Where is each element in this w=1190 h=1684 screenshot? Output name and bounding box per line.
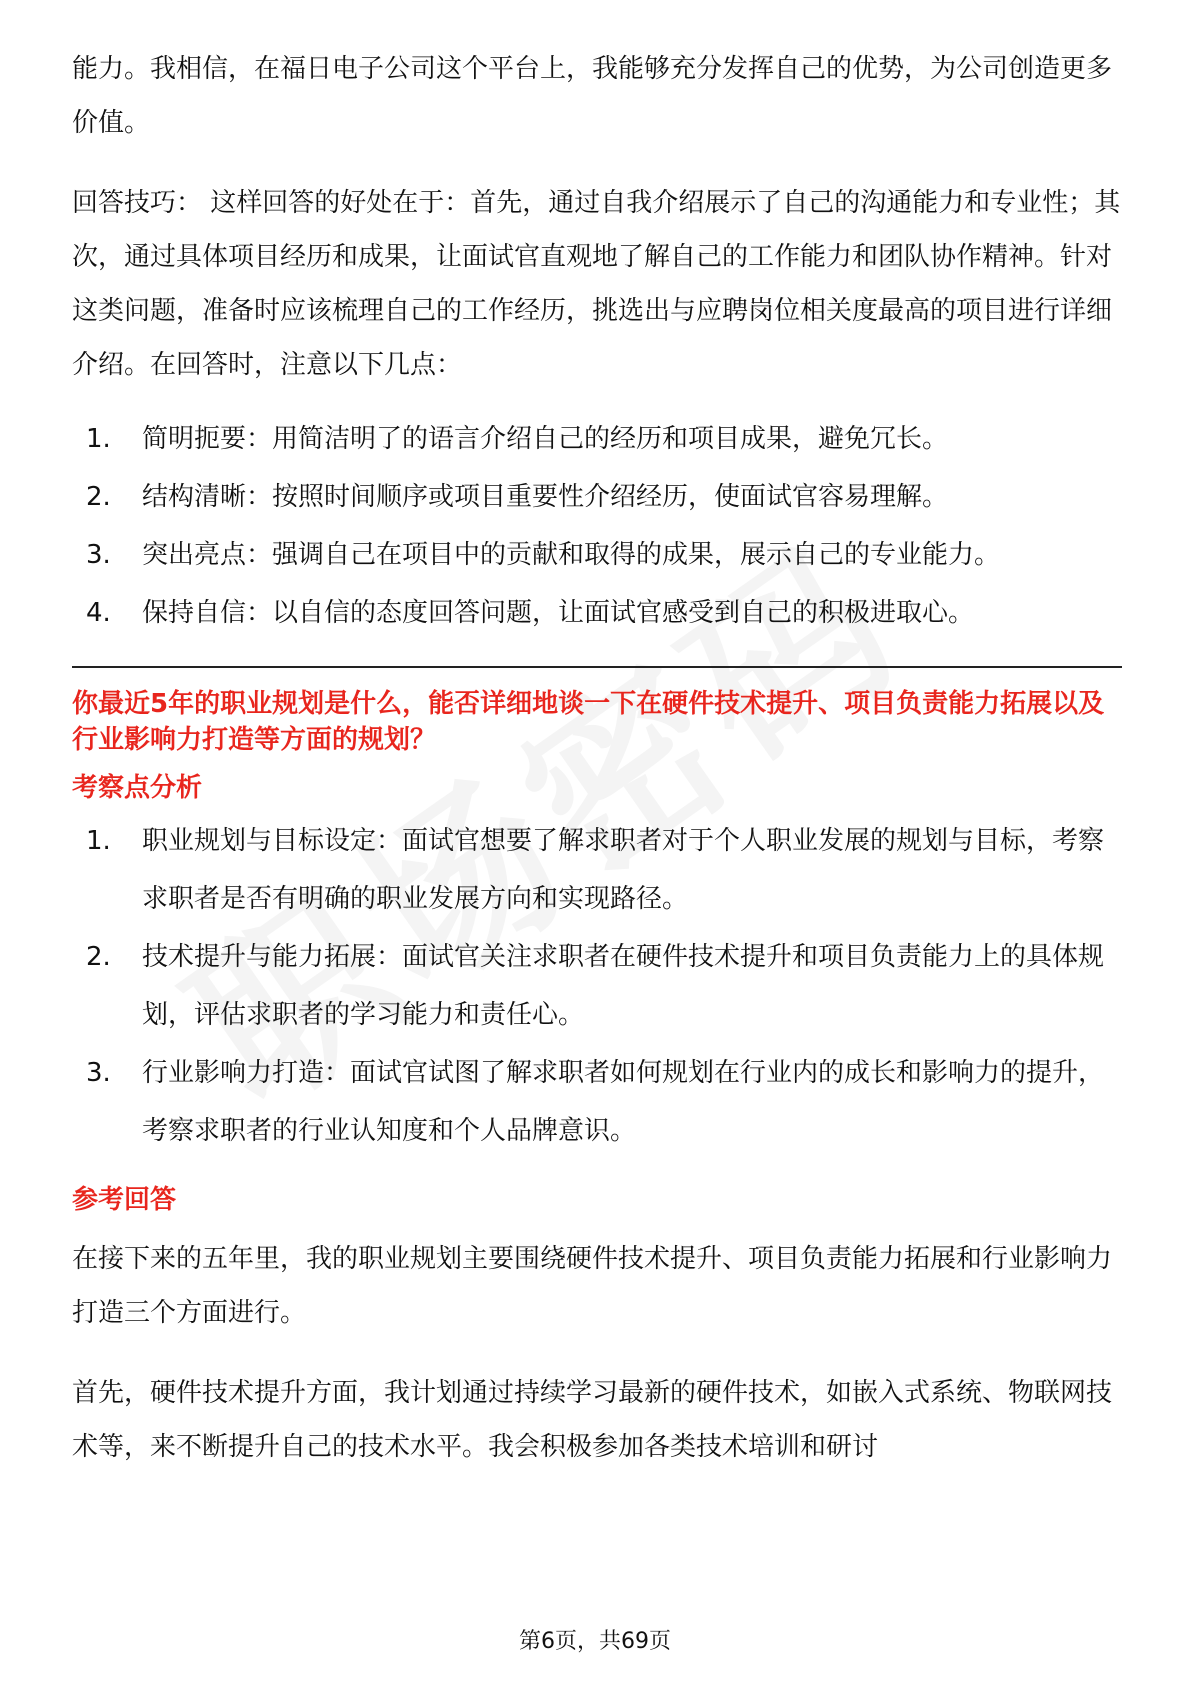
list-item [72, 410, 1122, 468]
list-number: 3. [86, 1058, 111, 1088]
page-content [72, 42, 1122, 1474]
list-text: 保持自信：以自信的态度回答问题，让面试官感受到自己的积极进取心。 [142, 598, 975, 628]
reference-heading: 参考回答 [72, 1185, 177, 1215]
section-divider [72, 666, 1122, 668]
list-text: 技术提升与能力拓展：面试官关注求职者在硬件技术提升和项目负责能力上的具体规划，评估求职者的学习能力和责任心。 [142, 942, 1105, 1030]
list-item [72, 812, 1122, 928]
list-item [72, 526, 1122, 584]
list-number: 2. [86, 482, 111, 512]
analysis-heading: 考察点分析 [72, 773, 203, 803]
answer-tips-paragraph: 回答技巧： 这样回答的好处在于：首先，通过自我介绍展示了自己的沟通能力和专业性；其次，通过具体项目经历和成果，让面试官直观地了解自己的工作能力和团队协作精神。针对这类问题，准备时应该梳理自己的工作经历，挑选出与应聘岗位相关度最高的项目进行详细介绍。在回答时，注意以下几点： [72, 188, 1121, 380]
list-text: 结构清晰：按照时间顺序或项目重要性介绍经历，使面试官容易理解。 [142, 482, 949, 512]
list-text: 职业规划与目标设定：面试官想要了解求职者对于个人职业发展的规划与目标，考察求职者是否有明确的职业发展方向和实现路径。 [142, 826, 1105, 914]
page-number: 第6页，共69页 [519, 1629, 671, 1654]
list-text: 简明扼要：用简洁明了的语言介绍自己的经历和项目成果，避免冗长。 [142, 424, 949, 454]
analysis-list [72, 812, 1122, 1160]
interview-question: 你最近5年的职业规划是什么，能否详细地谈一下在硬件技术提升、项目负责能力拓展以及行业影响力打造等方面的规划？ [72, 689, 1105, 755]
list-number: 2. [86, 942, 111, 972]
list-number: 4. [86, 598, 111, 628]
list-text: 突出亮点：强调自己在项目中的贡献和取得的成果，展示自己的专业能力。 [142, 540, 1001, 570]
list-item [72, 1044, 1122, 1160]
list-number: 1. [86, 424, 111, 454]
list-number: 3. [86, 540, 111, 570]
reference-paragraph-1: 在接下来的五年里，我的职业规划主要围绕硬件技术提升、项目负责能力拓展和行业影响力打造三个方面进行。 [72, 1244, 1113, 1328]
list-text: 行业影响力打造：面试官试图了解求职者如何规划在行业内的成长和影响力的提升，考察求职者的行业认知度和个人品牌意识。 [142, 1058, 1105, 1146]
reference-paragraph-2: 首先，硬件技术提升方面，我计划通过持续学习最新的硬件技术，如嵌入式系统、物联网技术等，来不断提升自己的技术水平。我会积极参加各类技术培训和研讨 [72, 1378, 1113, 1462]
intro-paragraph-1: 能力。我相信，在福日电子公司这个平台上，我能够充分发挥自己的优势，为公司创造更多价值。 [72, 54, 1113, 138]
list-item [72, 468, 1122, 526]
list-item [72, 584, 1122, 642]
list-item [72, 928, 1122, 1044]
tips-list [72, 410, 1122, 642]
list-number: 1. [86, 826, 111, 856]
